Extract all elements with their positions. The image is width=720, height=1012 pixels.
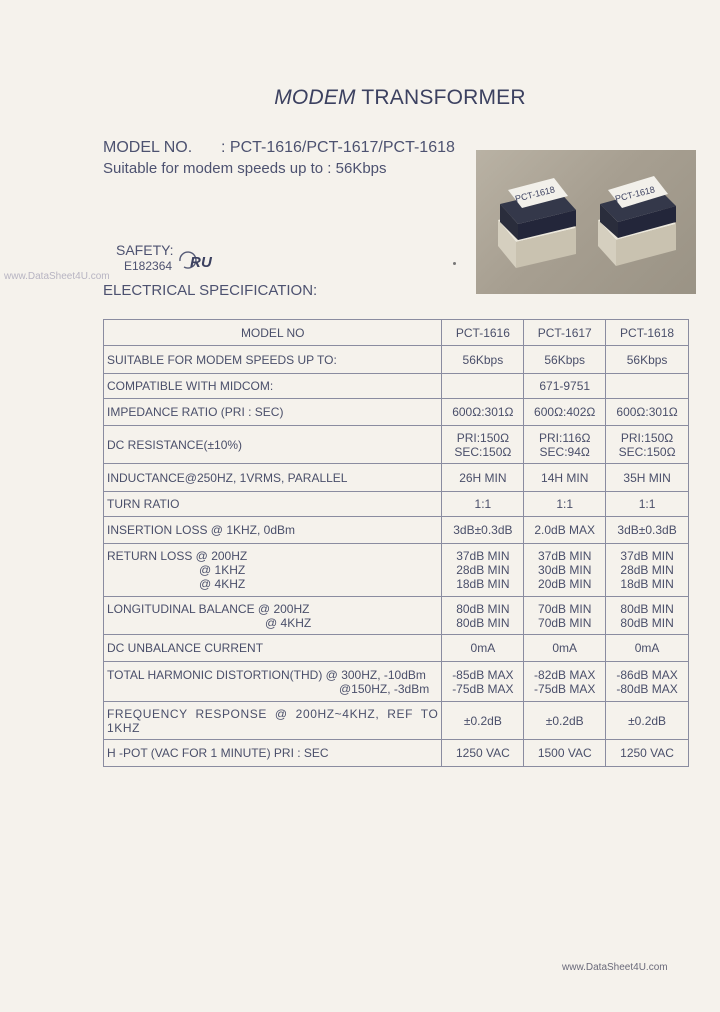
value-line: SEC:150Ω [454, 444, 512, 459]
table-row [104, 544, 689, 597]
row-parameter [104, 662, 442, 702]
spec-table [103, 319, 689, 767]
value-line: 70dB MIN [538, 615, 592, 630]
parameter-line: SUITABLE FOR MODEM SPEEDS UP TO: [107, 352, 337, 367]
value-line: 1250 VAC [620, 746, 674, 760]
value-line: ±0.2dB [628, 713, 667, 728]
table-row [104, 492, 689, 517]
value-line: 3dB±0.3dB [617, 523, 677, 537]
value-line: 18dB MIN [620, 577, 674, 591]
value-line: PRI:116Ω [538, 430, 591, 445]
row-parameter [104, 374, 442, 399]
header-col-1: PCT-1616 [442, 320, 524, 346]
value-line: 1:1 [638, 497, 656, 511]
value-line: 1:1 [556, 497, 574, 511]
value-line: 3dB±0.3dB [453, 523, 513, 537]
product-photo [476, 150, 696, 294]
value-cell-pct-1616 [442, 346, 524, 374]
table-row [104, 740, 689, 767]
svg-text:U: U [201, 254, 212, 271]
svg-text:R: R [190, 254, 201, 271]
parameter-line: TOTAL HARMONIC DISTORTION(THD) @ 300HZ, -10dBm [107, 667, 426, 682]
value-line: -75dB MAX [534, 681, 596, 696]
parameter-line: @ 4KHZ [199, 577, 246, 591]
value-line: 56Kbps [544, 352, 586, 367]
photo-label-left: PCT-1618 [514, 184, 556, 204]
value-cell-pct-1618 [606, 399, 689, 426]
parameter-line: LONGITUDINAL BALANCE @ 200HZ [107, 601, 310, 616]
value-line: 671-9751 [539, 379, 591, 393]
title-italic: MODEM [274, 86, 356, 109]
value-line: -80dB MAX [616, 681, 678, 696]
value-cell-pct-1617 [524, 374, 606, 399]
value-line: 28dB MIN [620, 563, 674, 577]
value-line: -82dB MAX [534, 667, 596, 682]
parameter-line: DC UNBALANCE CURRENT [107, 641, 264, 655]
value-line: SEC:150Ω [618, 444, 676, 459]
value-line: PRI:150Ω [620, 430, 674, 445]
value-cell-pct-1617 [524, 635, 606, 662]
row-parameter [104, 492, 442, 517]
parameter-line: @150HZ, -3dBm [339, 681, 430, 696]
value-cell-pct-1616 [442, 464, 524, 492]
value-cell-pct-1617 [524, 544, 606, 597]
value-cell-pct-1616 [442, 702, 524, 740]
value-cell-pct-1617 [524, 740, 606, 767]
header-col-3: PCT-1618 [606, 320, 689, 346]
value-line: 18dB MIN [456, 577, 510, 591]
value-cell-pct-1618 [606, 544, 689, 597]
value-cell-pct-1618 [606, 374, 689, 399]
row-parameter [104, 635, 442, 662]
value-line: 56Kbps [462, 352, 504, 367]
model-label: MODEL NO. [103, 139, 193, 156]
value-cell-pct-1617 [524, 346, 606, 374]
value-cell-pct-1618 [606, 635, 689, 662]
value-line: 600Ω:402Ω [534, 405, 596, 419]
value-cell-pct-1617 [524, 464, 606, 492]
table-header-row [104, 320, 689, 346]
table-row [104, 662, 689, 702]
table-row [104, 464, 689, 492]
value-line: 80dB MIN [456, 601, 510, 616]
row-parameter [104, 544, 442, 597]
value-cell-pct-1618 [606, 492, 689, 517]
parameter-line: COMPATIBLE WITH MIDCOM: [107, 379, 274, 393]
header-col-2: PCT-1617 [524, 320, 606, 346]
watermark-left: www.DataSheet4U.com [4, 271, 110, 282]
parameter-line: INDUCTANCE@250HZ, 1VRMS, PARALLEL [107, 470, 348, 485]
table-row [104, 426, 689, 464]
value-line: 37dB MIN [538, 549, 592, 563]
row-parameter [104, 517, 442, 544]
value-line: 14H MIN [541, 470, 589, 485]
value-cell-pct-1616 [442, 517, 524, 544]
value-line: 80dB MIN [620, 615, 674, 630]
value-line: -75dB MAX [452, 681, 514, 696]
speck [453, 262, 456, 265]
value-line: 0mA [470, 641, 496, 655]
value-cell-pct-1618 [606, 464, 689, 492]
row-parameter [104, 426, 442, 464]
table-row [104, 702, 689, 740]
value-line: 0mA [552, 641, 578, 655]
photo-label-right: PCT-1618 [614, 184, 656, 204]
value-cell-pct-1616 [442, 740, 524, 767]
value-line: 28dB MIN [456, 563, 510, 577]
page-title [0, 86, 720, 110]
value-line: 70dB MIN [538, 601, 592, 616]
parameter-line: RETURN LOSS @ 200HZ [107, 549, 248, 563]
value-line: ±0.2dB [545, 713, 584, 728]
parameter-line: FREQUENCY RESPONSE @ 200HZ~4KHZ, REF TO 1KHZ [107, 706, 439, 735]
table-row [104, 517, 689, 544]
value-line: 600Ω:301Ω [452, 405, 514, 419]
parameter-line: @ 1KHZ [199, 563, 246, 577]
row-parameter [104, 346, 442, 374]
value-cell-pct-1616 [442, 662, 524, 702]
value-cell-pct-1616 [442, 374, 524, 399]
model-number-line [103, 139, 455, 157]
safety-label: SAFETY: [116, 242, 174, 258]
parameter-line: DC RESISTANCE(±10%) [107, 437, 243, 452]
row-parameter [104, 597, 442, 635]
electrical-spec-heading: ELECTRICAL SPECIFICATION: [103, 282, 318, 299]
value-cell-pct-1618 [606, 702, 689, 740]
header-param: MODEL NO [104, 320, 442, 346]
parameter-line: @ 4KHZ [265, 615, 312, 630]
value-cell-pct-1616 [442, 426, 524, 464]
table-row [104, 635, 689, 662]
value-line: 37dB MIN [620, 549, 674, 563]
ul-certification-icon [178, 250, 222, 272]
row-parameter [104, 399, 442, 426]
value-line: 0mA [634, 641, 660, 655]
parameter-line: INSERTION LOSS @ 1KHZ, 0dBm [107, 523, 296, 537]
row-parameter [104, 464, 442, 492]
value-cell-pct-1616 [442, 399, 524, 426]
value-line: 1500 VAC [537, 746, 592, 760]
value-cell-pct-1617 [524, 426, 606, 464]
parameter-line: H -POT (VAC FOR 1 MINUTE) PRI : SEC [107, 746, 329, 760]
value-line: 30dB MIN [538, 563, 592, 577]
value-cell-pct-1618 [606, 517, 689, 544]
table-row [104, 374, 689, 399]
value-cell-pct-1616 [442, 635, 524, 662]
value-cell-pct-1618 [606, 426, 689, 464]
table-row [104, 597, 689, 635]
table-row [104, 399, 689, 426]
value-line: 80dB MIN [620, 601, 674, 616]
table-row [104, 346, 689, 374]
value-line: 26H MIN [459, 470, 507, 485]
value-cell-pct-1617 [524, 517, 606, 544]
value-line: 56Kbps [626, 352, 668, 367]
parameter-line: TURN RATIO [107, 497, 180, 511]
value-line: ±0.2dB [463, 713, 502, 728]
row-parameter [104, 740, 442, 767]
value-line: 37dB MIN [456, 549, 510, 563]
value-cell-pct-1617 [524, 492, 606, 517]
row-parameter [104, 702, 442, 740]
title-rest: TRANSFORMER [361, 86, 526, 109]
value-line: 2.0dB MAX [534, 523, 596, 537]
value-cell-pct-1617 [524, 662, 606, 702]
value-line: 80dB MIN [456, 615, 510, 630]
value-cell-pct-1616 [442, 597, 524, 635]
value-line: SEC:94Ω [539, 444, 590, 459]
watermark-bottom: www.DataSheet4U.com [562, 962, 668, 973]
value-line: 1250 VAC [455, 746, 510, 760]
value-line: -86dB MAX [616, 667, 678, 682]
value-cell-pct-1616 [442, 492, 524, 517]
speed-line: Suitable for modem speeds up to : 56Kbps [103, 160, 387, 177]
model-value: : PCT-1616/PCT-1617/PCT-1618 [221, 139, 455, 156]
value-cell-pct-1617 [524, 702, 606, 740]
value-line: 20dB MIN [538, 577, 592, 591]
value-line: 600Ω:301Ω [616, 405, 678, 419]
value-cell-pct-1618 [606, 597, 689, 635]
value-line: PRI:150Ω [456, 430, 510, 445]
value-cell-pct-1617 [524, 597, 606, 635]
value-line: 35H MIN [623, 470, 671, 485]
value-line: -85dB MAX [452, 667, 514, 682]
certificate-number: E182364 [124, 259, 173, 273]
value-cell-pct-1618 [606, 346, 689, 374]
parameter-line: IMPEDANCE RATIO (PRI : SEC) [107, 405, 284, 419]
value-cell-pct-1618 [606, 662, 689, 702]
value-cell-pct-1616 [442, 544, 524, 597]
value-cell-pct-1618 [606, 740, 689, 767]
value-cell-pct-1617 [524, 399, 606, 426]
value-line: 1:1 [474, 497, 492, 511]
